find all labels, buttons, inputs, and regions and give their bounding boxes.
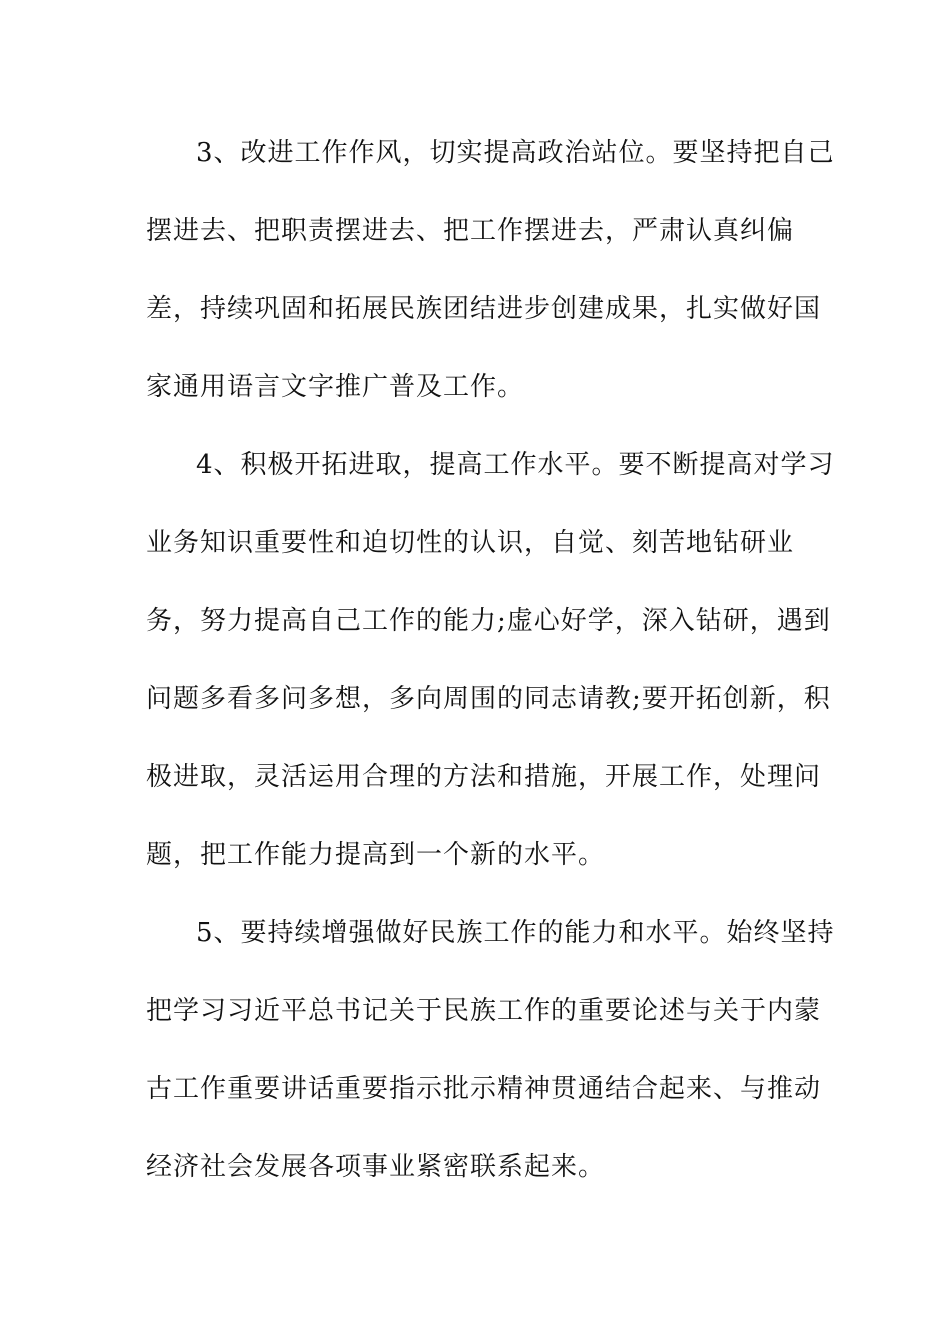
document-body: [146, 128, 835, 1220]
text-line: 问题多看多问多想，多向周围的同志请教;要开拓创新，积: [146, 684, 831, 714]
text-line: 摆进去、把职责摆进去、把工作摆进去，严肃认真纠偏: [146, 216, 795, 246]
text-line: 差，持续巩固和拓展民族团结进步创建成果，扎实做好国: [146, 294, 822, 324]
text-line: 家通用语言文字推广普及工作。: [146, 372, 525, 402]
text-line: 经济社会发展各项事业紧密联系起来。: [146, 1152, 606, 1182]
text-line: 极进取，灵活运用合理的方法和措施，开展工作，处理问: [146, 762, 822, 792]
text-line: 题，把工作能力提高到一个新的水平。: [146, 840, 606, 870]
text-line: 把学习习近平总书记关于民族工作的重要论述与关于内蒙: [146, 996, 822, 1026]
text-line: 5、要持续增强做好民族工作的能力和水平。始终坚持: [196, 918, 835, 948]
text-line: 务，努力提高自己工作的能力;虚心好学，深入钻研，遇到: [146, 606, 831, 636]
text-line: 古工作重要讲话重要指示批示精神贯通结合起来、与推动: [146, 1074, 822, 1104]
text-line: 3、改进工作作风，切实提高政治站位。要坚持把自己: [196, 138, 835, 168]
text-line: 业务知识重要性和迫切性的认识，自觉、刻苦地钻研业: [146, 528, 795, 558]
text-line: 4、积极开拓进取，提高工作水平。要不断提高对学习: [196, 450, 835, 480]
